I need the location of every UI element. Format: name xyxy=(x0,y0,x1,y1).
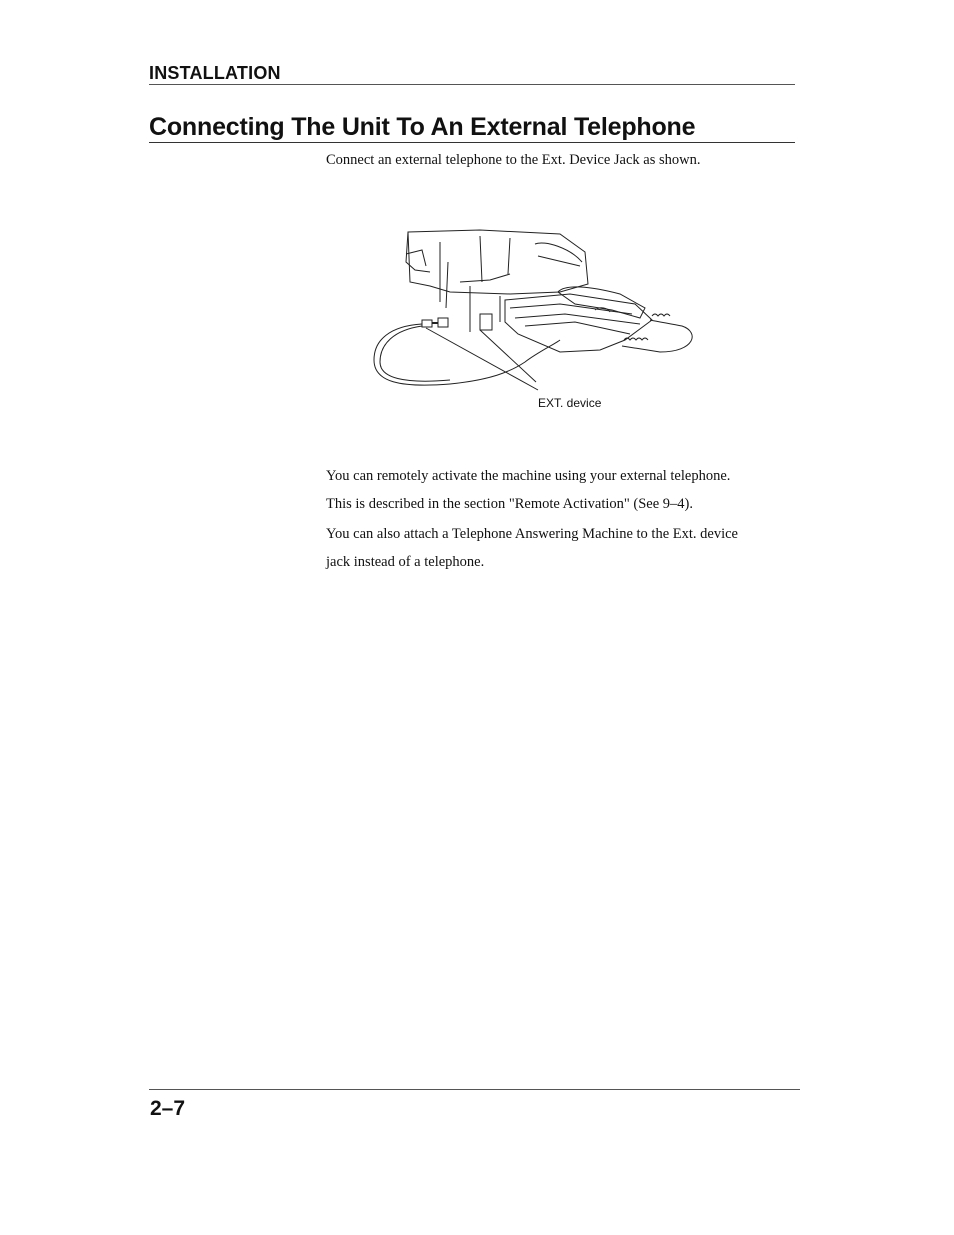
ext-device-jack xyxy=(422,320,432,327)
paragraph-line: jack instead of a telephone. xyxy=(326,554,485,570)
header-rule xyxy=(149,84,795,85)
title-rule xyxy=(149,142,795,143)
page-title: Connecting The Unit To An External Telephone xyxy=(149,113,696,141)
paragraph-remote-activation xyxy=(326,462,796,518)
section-header: INSTALLATION xyxy=(149,63,281,83)
telephone-line-cord xyxy=(374,324,560,385)
handset-coil-cord xyxy=(622,320,692,352)
page-number: 2–7 xyxy=(150,1097,186,1120)
telephone-handset xyxy=(558,287,645,318)
paragraph-line: This is described in the section "Remote Activation" (See 9–4). xyxy=(326,496,694,512)
footer-rule xyxy=(149,1089,800,1090)
intro-text: Connect an external telephone to the Ext. Device Jack as shown. xyxy=(326,152,701,168)
paragraph-line: You can remotely activate the machine using your external telephone. xyxy=(326,468,731,484)
paragraph-answering-machine xyxy=(326,520,796,576)
paragraph-line: You can also attach a Telephone Answering Machine to the Ext. device xyxy=(326,526,738,542)
figure-label: EXT. device xyxy=(538,396,602,410)
fax-machine-outline xyxy=(408,230,588,294)
fax-telephone-connection-illustration xyxy=(360,222,710,394)
